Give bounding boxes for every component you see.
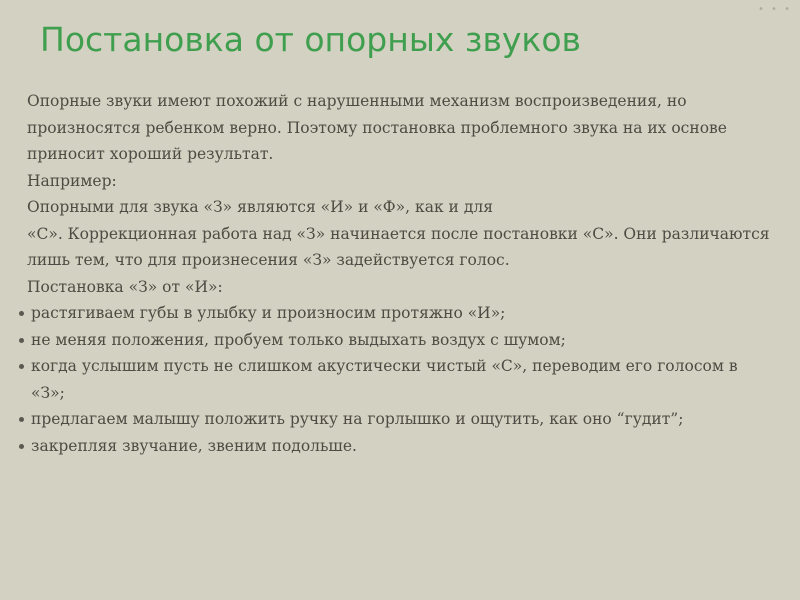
list-item: не меняя положения, пробуем только выдыхать воздух с шумом;: [25, 327, 770, 354]
example-heading: Например:: [27, 171, 117, 190]
list-item: когда услышим пусть не слишком акустически чистый «С», переводим его голосом в «З»;: [25, 353, 770, 406]
list-item: предлагаем малышу положить ручку на горлышко и ощутить, как оно “гудит”;: [25, 406, 770, 433]
steps-list: [25, 300, 770, 459]
slide-title: Постановка от опорных звуков: [40, 20, 582, 59]
slide-body: [25, 88, 770, 459]
intro-paragraph: Опорные звуки имеют похожий с нарушенными механизм воспроизведения, но произносятся ребенком верно. Поэтому постановка проблемного звука на их основе приносит хороший результат.: [27, 92, 727, 163]
list-item: растягиваем губы в улыбку и произносим протяжно «И»;: [25, 300, 770, 327]
steps-heading: Постановка «З» от «И»:: [27, 277, 223, 296]
list-item: закрепляя звучание, звеним подольше.: [25, 433, 770, 460]
example-paragraph: Опорными для звука «З» являются «И» и «Ф», как и для «С». Коррекционная работа над «З» начинается после постановки «С». Они различаются лишь тем, что для произнесения «З» задействуется голос.: [27, 198, 770, 269]
corner-decoration: • • •: [757, 4, 792, 15]
